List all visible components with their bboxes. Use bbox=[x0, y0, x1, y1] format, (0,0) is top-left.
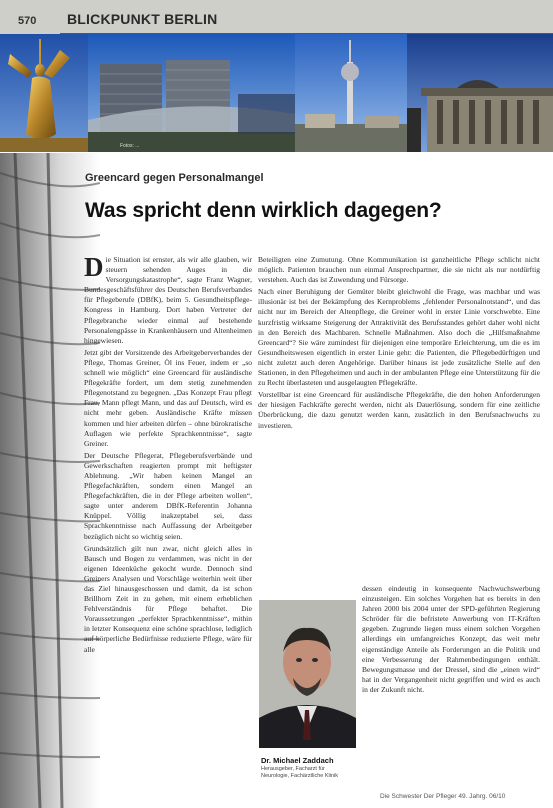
article-column-right-lower bbox=[362, 584, 540, 789]
paragraph: Nach einer Beruhigung der Gemüter bleibt gleichwohl die Frage, was machbar und was illusionär ist bei der Bekämpfung des Kernproblems „fehlender Personalnotstand“, und das nicht nur im Bereich der Altenpflege, die Greiner wohl in erster Linie vorschwebte. Eine kurzfristig wirksame Steigerung der Attraktivität des Berufsstandes gehört daher wohl nicht in den Bereich des Machbaren. Schnelle Maßnahmen. Also doch die „Hilfsmaßnahme Greencard“? Sie wäre zumindest für diejenigen eine temporäre Erleichterung, um die es im Gesundheitswesen eigentlich in erster Linie geht: die Patienten, die Pflegebedürftigen und nicht zuletzt auch deren Angehörige. Darüber hinaus ist jede zusätzliche Stelle auf den Stationen, in den Pflegeheimen und auch in der ambulanten Pflege eine Unterstützung für die zu Recht überlasteten und ausgelaugten Pflegekräfte. bbox=[258, 287, 540, 388]
section-title: BLICKPUNKT BERLIN bbox=[67, 11, 218, 27]
paragraph bbox=[84, 252, 252, 346]
photo-hauptbahnhof bbox=[88, 34, 295, 152]
article-column-right-upper bbox=[258, 255, 540, 585]
author-portrait bbox=[259, 600, 356, 748]
paragraph: dessen eindeutig in konsequente Nachwuchswerbung einzusteigen. Ein solches Vorgehen hat es bereits in den Jahren 2000 bis 2004 unter der SPD-geführten Regierung Schröder für die befristete Anwerbung von IT-Kräften gegeben. Zugrunde liegen muss einem solchen Vorgehen allerdings ein umfangreiches Konzept, das weit mehr eigenständige Anteile als Forderungen an die Politik und eine Verbesserung der Rahmenbedingungen enthält. Bewegungsmasse und der Dressel, sind die „einen wird“ hat in der Vergangenheit nicht gegriffen und wird es auch in der Zukunft nicht. bbox=[362, 584, 540, 694]
caption-name: Dr. Michael Zaddach bbox=[261, 756, 334, 765]
photo-fernsehturm bbox=[295, 34, 407, 152]
photo-credit: Fotos: ... bbox=[120, 143, 140, 149]
paragraph: Der Deutsche Pflegerat, Pflegeberufsverbände und Gewerkschaften reagierten prompt mit heftigster Ablehnung. „Wir haben keinen Mangel an Pflegefachkräften, sondern einen Mangel an Pflegefachkräften, die in der Pflege arbeiten wollen“, sagte unter anderem DBfK-Referentin Johanna Knüppel. Völlig inakzeptabel sei, dass Sprachkenntnisse nach Auffassung der Arbeitgeber bezüglich nicht so wichtig seien. bbox=[84, 450, 252, 541]
paragraph: Beteiligten eine Zumutung. Ohne Kommunikation ist ganzheitliche Pflege schlicht nicht möglich. Patienten brauchen nun einmal Ansprechpartner, die sie nicht als nur notdürftig verstehen. Auch das ist Zuwendung und Fürsorge. bbox=[258, 255, 540, 285]
page-number: 570 bbox=[18, 15, 37, 27]
drop-cap: D bbox=[84, 252, 104, 282]
paragraph-text: ie Situation ist ernster, als wir alle glauben, wir steuern sehenden Auges in die Versorgungskatastrophe“, sagte Franz Wagner, Bundesgeschäftsführer des Deutschen Berufsverbandes für Pflegeberufe (DBfK), beim 5. Gesundheitspflege-Kongress in Hamburg. Dort haben Vertreter der Pflegebranche wieder einmal auf bestehende Personalengpässe in Krankenhäusern und Altenheimen hingewiesen. bbox=[84, 255, 252, 345]
photo-reichstag bbox=[407, 34, 553, 152]
article-kicker: Greencard gegen Personalmangel bbox=[85, 172, 264, 184]
paragraph: Grundsätzlich gilt nun zwar, nicht gleich alles in Bausch und Bogen zu verdammen, was nicht in der eigenen Ideenküche gekocht wurde. Dennoch sind Greiners Analysen und Vorschläge weiterhin weit über das Ziel hinausgeschossen und damit, da ist schon Brillhorn Zeit in zu gehen, mit einem erheblichen Fehlverständnis für Pflege behaftet. Die Voraussetzungen „perfekter Sprachkenntnisse“, mithin in letzter Konsequenz eine schöne sprachlose, lediglich auf körperliche Bedürfnisse reduzierte Pflege, wäre für alle bbox=[84, 543, 252, 654]
article-headline: Was spricht denn wirklich dagegen? bbox=[85, 199, 442, 222]
article-column-left bbox=[84, 252, 252, 795]
caption-role: Herausgeber, Facharzt für Neurologie, Fachärztliche Klinik bbox=[261, 766, 339, 779]
page-footer: Die Schwester Der Pfleger 49. Jahrg. 06/10 bbox=[380, 793, 506, 800]
paragraph: Jetzt gibt der Vorsitzende des Arbeitgeberverbandes der Pflege, Thomas Greiner, Öl ins Feuer, indem er „so schnell wie möglich“ eine Greencard für ausländische Pflegekräfte fordert, um dem stetig zunehmenden Pflegenotstand zu begegnen. „Das Konzept Frau pflegt Frau, Mann pflegt Mann, und das auf Deutsch, wird es nicht mehr geben. Ausländische Kräfte müssen kommen und hier arbeiten dürfen – ohne bürokratische Auflagen wie perfekte Sprachkenntnisse“, sagte Greiner. bbox=[84, 347, 252, 448]
paragraph: Vorstellbar ist eine Greencard für ausländische Pflegekräfte, die den hohen Anforderungen der hiesigen Fachkräfte gerecht werden, nicht als Dauerlösung, sondern für eine zeitliche Überbrückung, die dazu genutzt werden kann, zusätzlich in den Berufsnachwuchs zu investieren. bbox=[258, 390, 540, 430]
photo-golden-statue bbox=[0, 34, 88, 152]
